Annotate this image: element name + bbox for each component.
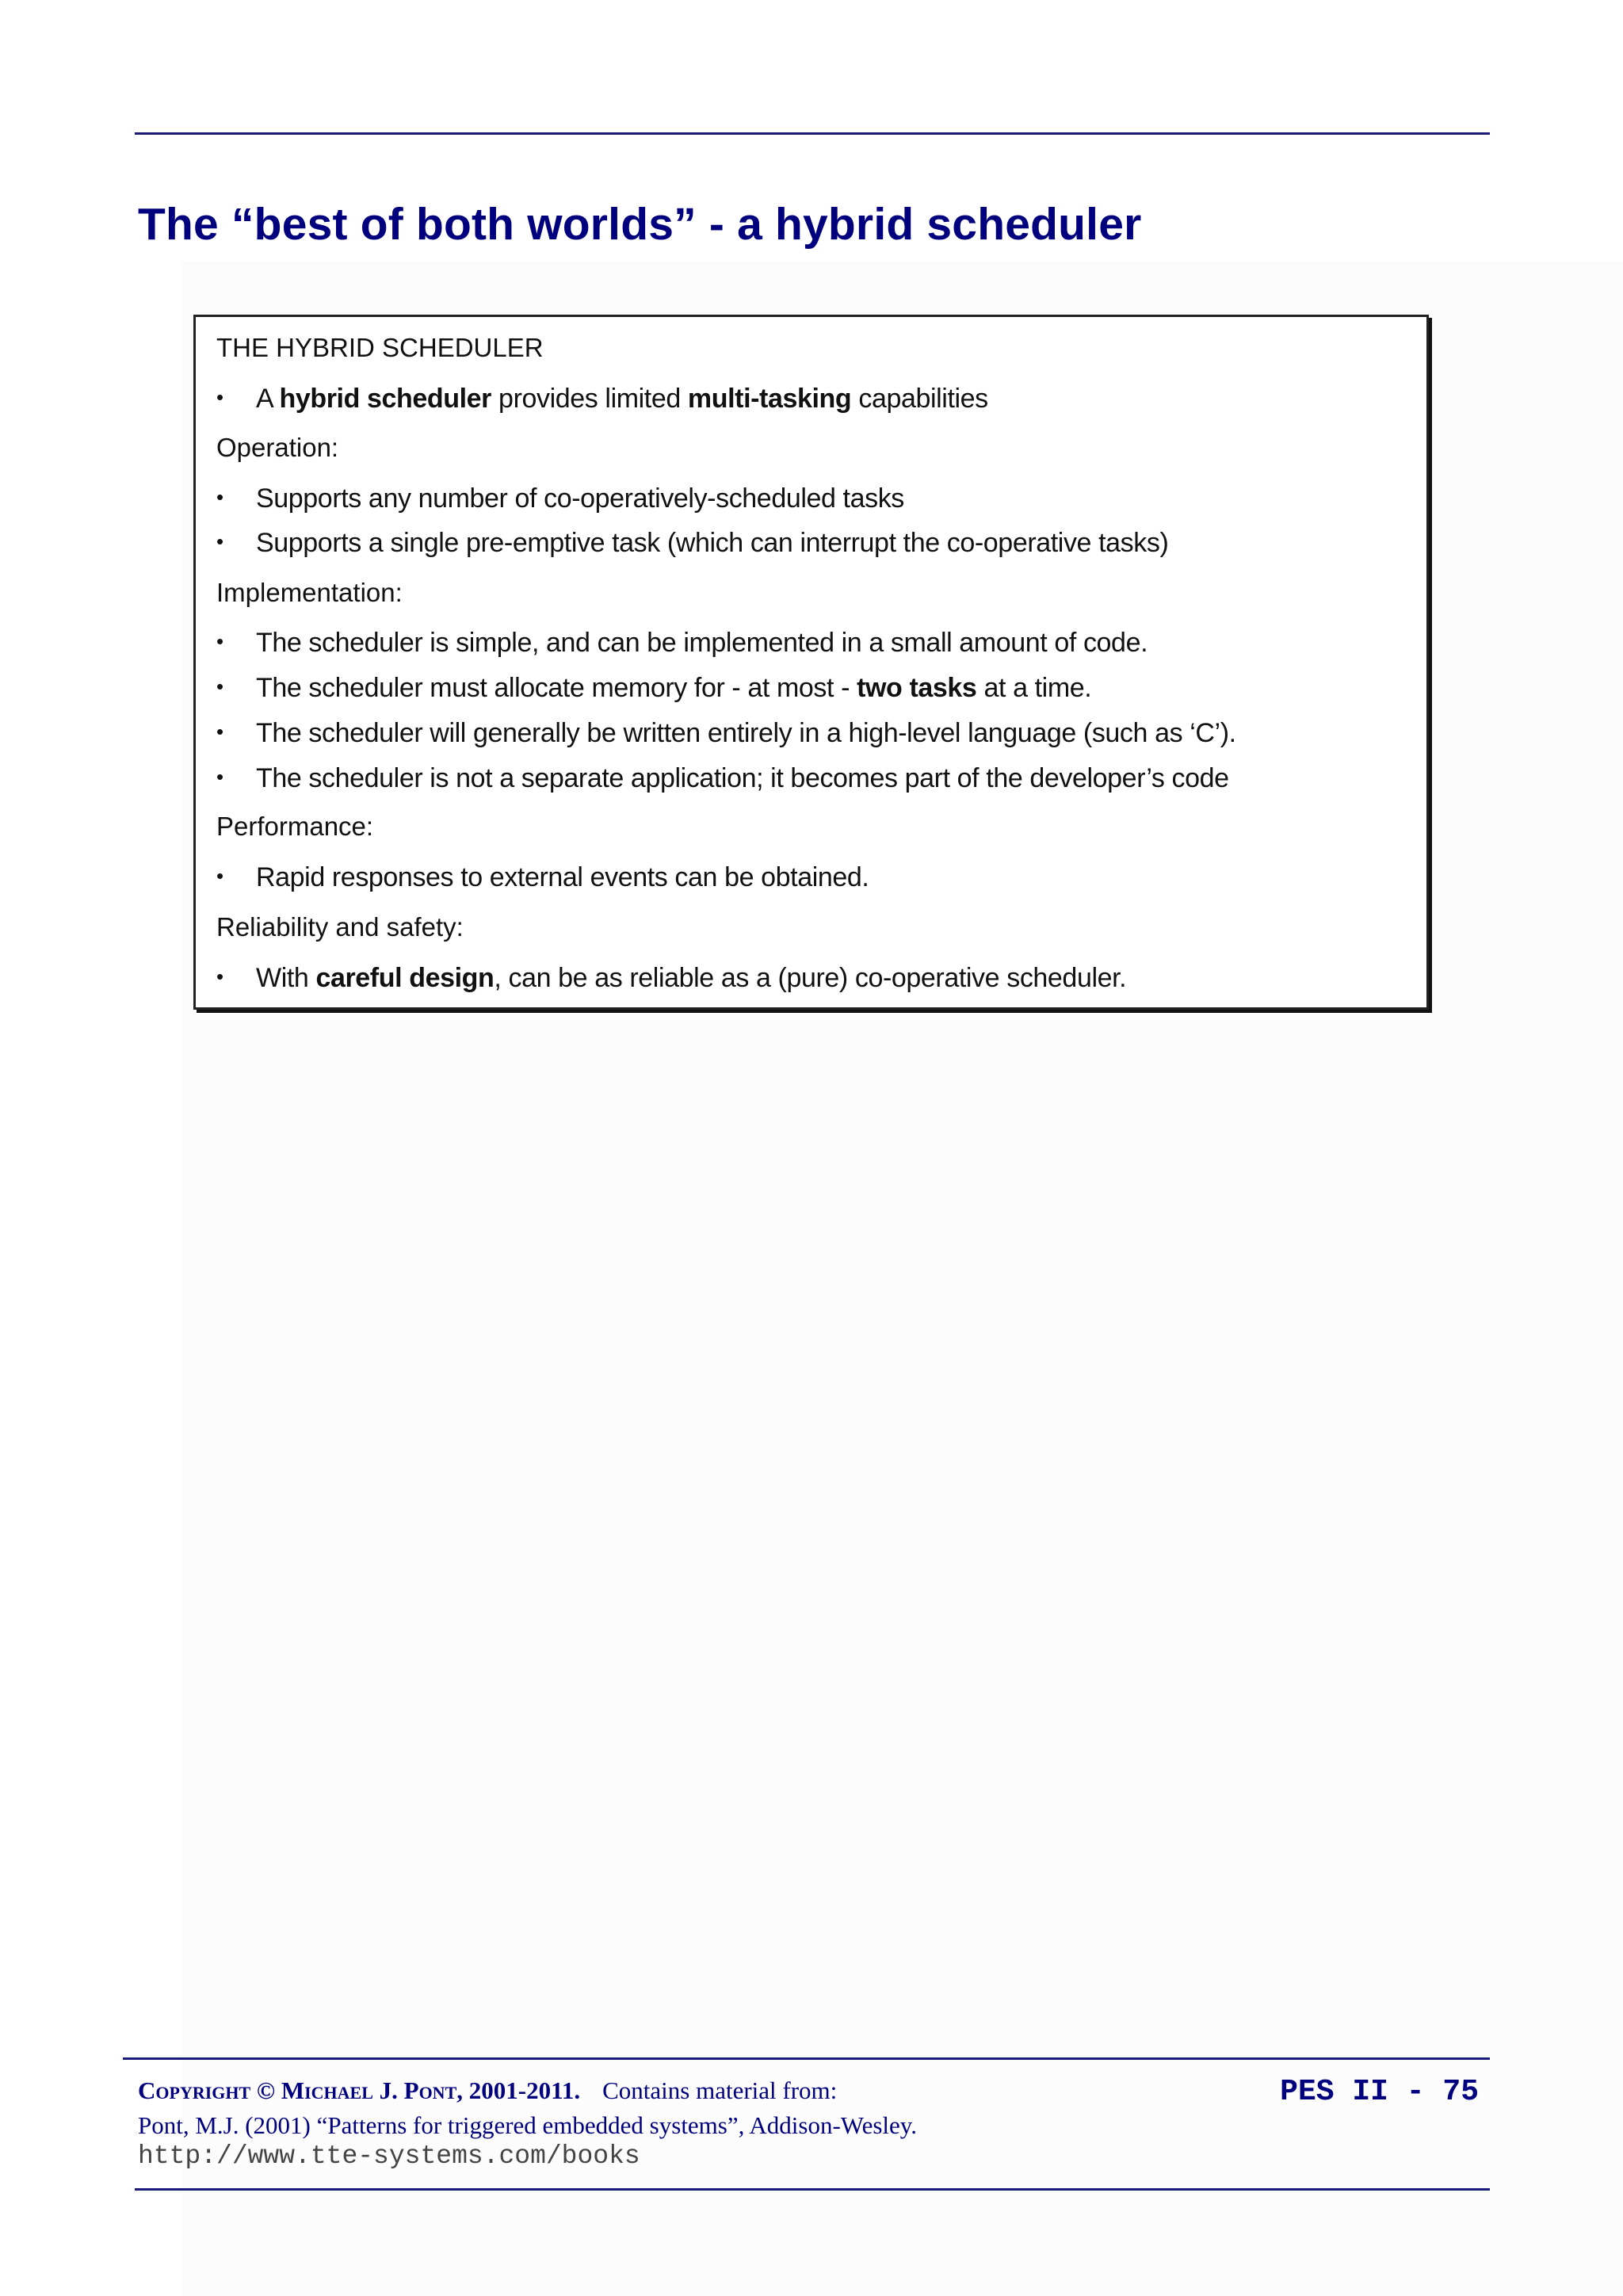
footer-top-rule xyxy=(123,2057,1490,2060)
bullet-icon: • xyxy=(216,864,223,888)
footer-url: http://www.tte-systems.com/books xyxy=(138,2141,640,2171)
implementation-bullet: • The scheduler is not a separate application; it becomes part of the developer’s code xyxy=(216,763,1229,793)
intro-bullet: • A hybrid scheduler provides limited multi-tasking capabilities xyxy=(216,384,988,414)
implementation-bullet: • The scheduler must allocate memory for - at most - two tasks at a time. xyxy=(216,673,1092,703)
operation-bullet: • Supports any number of co-operatively-scheduled tasks xyxy=(216,483,904,514)
bullet-icon: • xyxy=(216,629,223,653)
implementation-bullet: • The scheduler is simple, and can be implemented in a small amount of code. xyxy=(216,628,1148,658)
reliability-bullet: • With careful design, can be as reliable as a (pure) co-operative scheduler. xyxy=(216,963,1127,993)
bullet-icon: • xyxy=(216,529,223,553)
footer-copyright xyxy=(138,2076,837,2105)
footer-bottom-rule xyxy=(135,2188,1490,2191)
bullet-icon: • xyxy=(216,385,223,409)
bullet-icon: • xyxy=(216,674,223,698)
bullet-icon: • xyxy=(216,720,223,743)
operation-heading: Operation: xyxy=(216,433,339,462)
top-rule xyxy=(135,132,1490,135)
reliability-heading: Reliability and safety: xyxy=(216,912,464,942)
operation-bullet: • Supports a single pre-emptive task (which can interrupt the co-operative tasks) xyxy=(216,528,1169,558)
hybrid-scheduler-box xyxy=(193,315,1429,1010)
contains-note: Contains material from: xyxy=(602,2076,838,2104)
box-heading: THE HYBRID SCHEDULER xyxy=(216,333,544,362)
page-number: PES II - 75 xyxy=(1280,2075,1479,2109)
footer-reference: Pont, M.J. (2001) “Patterns for triggered embedded systems”, Addison-Wesley. xyxy=(138,2111,918,2139)
implementation-bullet: • The scheduler will generally be written entirely in a high-level language (such as ‘C’). xyxy=(216,718,1236,748)
bullet-icon: • xyxy=(216,965,223,988)
implementation-heading: Implementation: xyxy=(216,578,403,607)
performance-bullet: • Rapid responses to external events can be obtained. xyxy=(216,862,869,892)
copyright-notice: Copyright © Michael J. Pont, 2001-2011. xyxy=(138,2076,581,2104)
bullet-icon: • xyxy=(216,765,223,789)
performance-heading: Performance: xyxy=(216,812,374,841)
page-title: The “best of both worlds” - a hybrid scheduler xyxy=(138,199,1142,250)
bullet-icon: • xyxy=(216,485,223,509)
